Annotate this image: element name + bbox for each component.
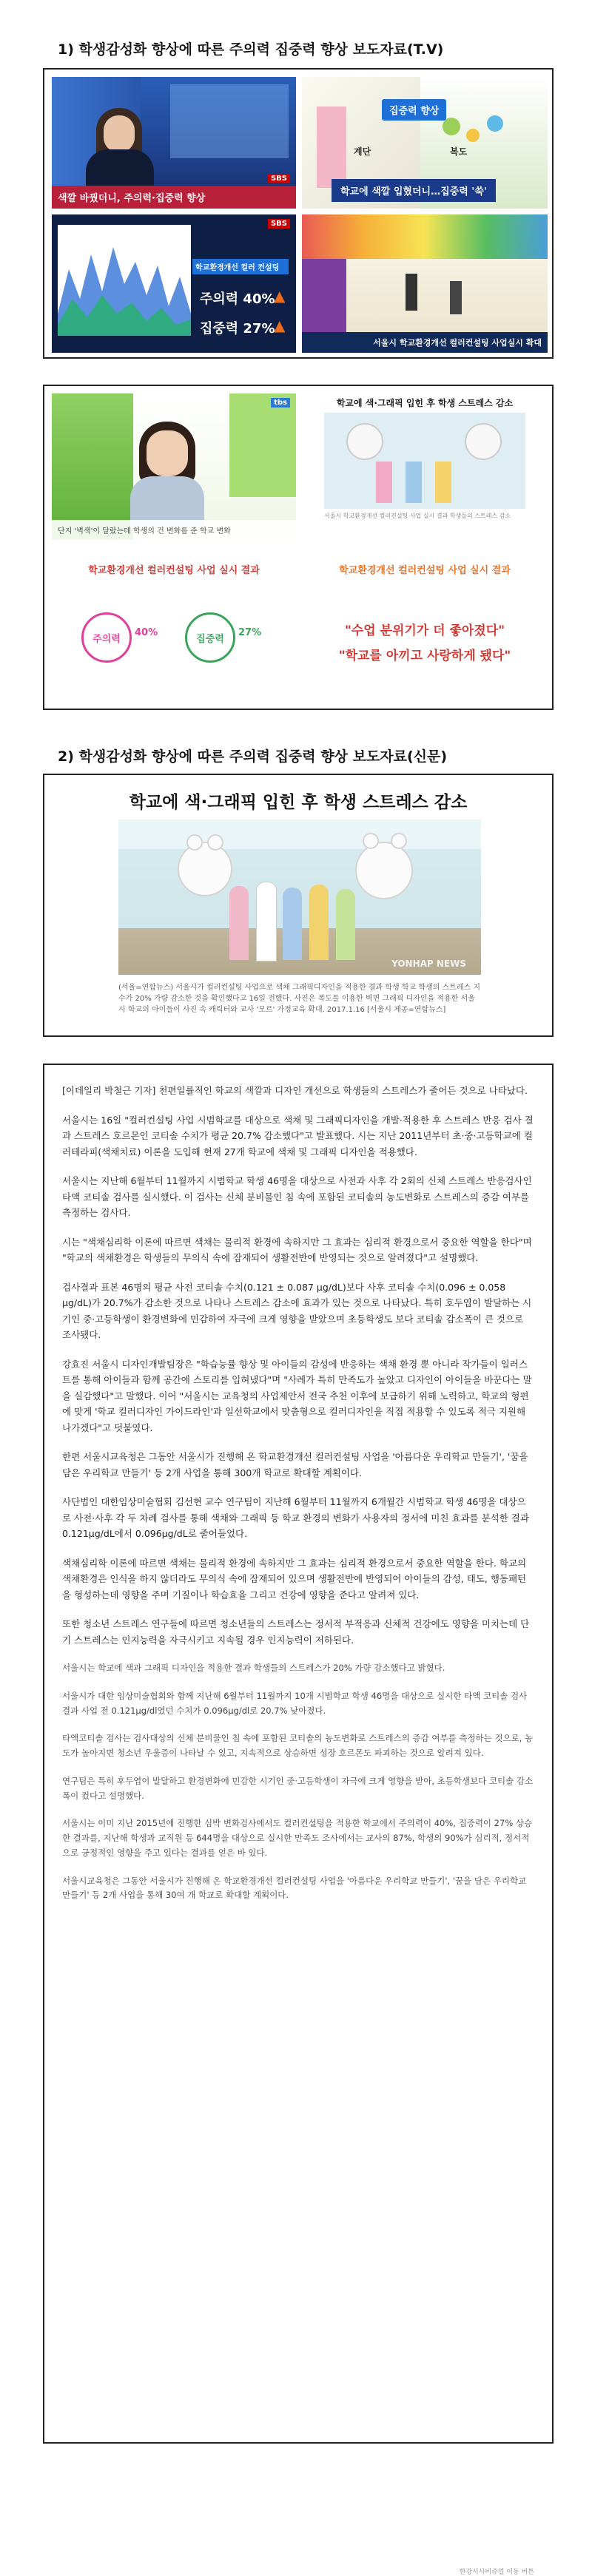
article-paragraph: 한편 서울시교육청은 그동안 서울시가 진행해 온 학교환경개선 컬러컨설팅 사업을 '아름다운 우리학교 만들기', '꿈을 담은 우리학교 만들기' 등 2개 사업을 통해 300개 학교로 확대할 계획이다. [62, 1451, 528, 1478]
stairs-caption: 서울시 학교환경개선 컬러컨설팅 사업실시 확대 [302, 332, 548, 353]
article-mini-headline: 학교에 색·그래픽 입힌 후 학생 스트레스 감소 [336, 398, 514, 408]
article-paragraph: 시는 "색채심리학 이론에 따르면 색채는 물리적 환경에 속하지만 그 효과는 심리적 환경으로서 중요한 역할을 한다"며 "학교의 색채환경은 학생들의 무의식 속에 잠재되어 생활전반에 반영되는 것으로 알려졌다"고 설명했다. [62, 1236, 532, 1263]
quote-class-atmosphere: "수업 분위기가 더 좋아졌다" [344, 623, 505, 638]
news-photo-caption: (서울=연합뉴스) 서울시가 컬러컨설팅 사업으로 색채 그래픽디자인을 적용한 결과 학생 학교 학생의 스트레스 지수가 20% 가량 감소한 것을 확인했다고 16일 전했다. 사진은 복도를 이용한 벽면 그래픽 디자인을 적용한 서울시 학교의 아이들이 사진 속 캐릭터와 교사 '모르' 가정교육 확대. 2017.1.16 [서울시 제공=연합뉴스] [118, 984, 481, 1014]
article-mini-text: 서울시 학교환경개선 컬러컨설팅 사업 실시 결과 학생들의 스트레스 감소 [324, 513, 511, 519]
article-paragraph: 검사결과 표본 46명의 평균 사전 코티솔 수치(0.121 ± 0.087 μg/dL)보다 사후 코티솔 수치(0.096 ± 0.058 μg/dL)가 20.7%가 감소한 것으로 나타나 스트레스 감소에 효과가 있는 것으로 나타났다. 특히 호두엽이 발달하는 시기인 중·고등학생이 환경변화에 민감하여 자극에 크게 영향을 받았으며 초등학생도 보다 코티솔 감소폭이 큰 것으로 조사됐다. [62, 1281, 532, 1340]
concentration-pct: 27% [238, 627, 262, 638]
tv-panel-chart [52, 214, 296, 353]
floor-label-stairs: 계단 [354, 146, 371, 157]
quote-love-school: "학교를 아끼고 사랑하게 됐다" [338, 649, 511, 663]
article-frame [43, 1064, 554, 2576]
stat-attention: 주의력 40% [200, 291, 275, 307]
anchor-caption: 색깔 바꿨더니, 주의력·집중력 향상 [52, 186, 296, 209]
attention-circle [81, 612, 132, 663]
article-paragraph: 서울시는 이미 지난 2015년에 진행한 심박 변화검사에서도 컬러컨설팅을 적용한 학교에서 주의력이 40%, 집중력이 27% 상승한 결과를, 지난해 학생과 교직원 등 644명을 대상으로 실시한 만족도 조사에서는 교사의 87%, 학생의 90%가 심리적, 정서적으로 긍정적인 영향을 주고 있다는 결과를 얻은 바 있다. [62, 1818, 533, 1858]
news-photo [118, 819, 481, 975]
focus-improve-pill: 집중력 향상 [382, 99, 446, 121]
hallway-headline: 학교에 색깔 입혔더니…집중력 '쑥' [332, 179, 496, 202]
tbs-panel-interview [52, 393, 296, 540]
concentration-circle-label: 집중력 [196, 633, 224, 645]
tv-panel-hallway [302, 77, 548, 209]
tv-panel-anchor [52, 77, 296, 209]
tbs-logo: tbs [271, 398, 290, 408]
article-paragraph: 타액코티솔 검사는 검사대상의 신체 분비물인 침 속에 포함된 코티솔의 농도변화로 스트레스의 증감 여부를 측정하는 것으로, 농도가 높아지면 청소년 우울증이 나타날 수 있고, 지속적으로 상승하면 성장 호르몬도 파괴하는 것으로 알려져 있다. [62, 1733, 534, 1759]
news-headline: 학교에 색·그래픽 입힌 후 학생 스트레스 감소 [129, 793, 468, 812]
article-paragraph: 연구팀은 특히 후두엽이 발달하고 환경변화에 민감한 시기인 중·고등학생이 자극에 크게 영향을 받아, 초등학생보다 코티솔 감소 폭이 컸다고 설명했다. [62, 1775, 534, 1801]
floor-label-hallway: 복도 [450, 146, 468, 157]
tv-capture-frame-2 [43, 385, 554, 710]
color-consulting-badge: 학교환경개선 컬러 컨설팅 [192, 259, 289, 274]
sbs-logo: SBS [268, 174, 290, 183]
article-paragraph: 서울시교육청은 그동안 서울시가 진행해 온 학교환경개선 컬러컨설팅 사업을 '아름다운 우리학교 만들기', '꿈을 담은 우리학교 만들기' 등 2개 사업을 통해 30여 개 학교로 확대할 계획이다. [62, 1875, 527, 1901]
article-paragraph: [이데일리 박철근 기자] 천편일률적인 학교의 색깔과 디자인 개선으로 학생들의 스트레스가 줄어든 것으로 나타났다. [62, 1085, 528, 1096]
section-title-newspaper: 2) 학생감성화 향상에 따른 주의력 집중력 향상 보도자료(신문) [58, 748, 448, 765]
article-paragraph: 색채심리학 이론에 따르면 색채는 물리적 환경에 속하지만 그 효과는 심리적 환경으로서 중요한 역할을 한다. 학교의 색채환경은 인식을 하지 않더라도 무의식 속에 잠재되어 있으며 생활전반에 반영되어 아이들의 감성, 태도, 행동패턴을 형성하는데 영향을 주며 기질이나 학습효율 그리고 건강에 영향을 준다고 알려져 있다. [62, 1557, 527, 1600]
concentration-circle [185, 612, 235, 663]
article-paragraph: 사단법인 대한임상미술협회 김선현 교수 연구팀이 지난해 6월부터 11월까지 6개월간 시범학교 학생 46명을 대상으로 사전·사후 각 두 차례 검사를 통해 색채와 그래픽 등 학교 환경의 변화가 사용자의 정서에 미친 효과를 분석한 결과 0.121μg/dL에서 0.096μg/dL로 줄어들었다. [62, 1496, 529, 1539]
interview-caption: 단지 '벽색'이 달랐는데 학생의 건 변화를 준 학교 변화 [52, 520, 296, 540]
attention-pct: 40% [135, 627, 158, 638]
tv-panel-stairs [302, 214, 548, 353]
article-paragraph: 서울시가 대한 임상미술협회와 함께 지난해 6월부터 11월까지 10개 시범학교 학생 46명을 대상으로 실시한 타액 코티솔 검사 결과 사업 전 0.121μg/dl였던 수치가 0.096μg/dl로 20.7% 낮아졌다. [62, 1690, 528, 1716]
tbs-panel-quotes [302, 546, 548, 704]
tv-capture-frame-1 [43, 68, 554, 359]
small-photo-caption: 한강시사비쥬얼 이동 버튼 [459, 2569, 534, 2576]
up-arrow-icon: ▲ [274, 287, 286, 305]
article-paragraph: 또한 청소년 스트레스 연구들에 따르면 청소년들의 스트레스는 정서적 부적응과 신체적 건강에도 영향을 미치는데 단기 스트레스는 인지능력을 자극시키고 지속될 경우 인지능력이 저하된다. [62, 1618, 530, 1646]
heart-rate-graph [58, 225, 191, 336]
article-paragraph: 서울시는 지난해 6월부터 11월까지 시범학교 학생 46명을 대상으로 사전과 사후 각 2회의 신체 스트레스 반응검사인 타액 코티솔 검사를 실시했다. 이 검사는 신체 분비물인 침 속에 포함된 코티솔의 농도변화로 스트레스의 증감 여부를 측정하는 검사다. [62, 1175, 532, 1218]
article-paragraph: 강효진 서울시 디자인개발팀장은 "학습능률 향상 및 아이들의 감성에 반응하는 색채 환경 뿐 아니라 작가들이 일러스트를 통해 아이들과 함께 공간에 스토리를 입혀냈다"며 "사례가 특히 만족도가 높았고 디자인이 아이들을 바꾼다는 말을 실감했다"고 말했다. 이어 "서울시는 교육청의 사업제안서 전국 추천 이후에 보급하기 위해 노력하고, 학교의 형편에 맞게 '학교 컬러디자인 가이드라인'과 일선학교에서 맞춤형으로 컬러디자인을 직접 적용할 수 있도록 적극 지원해 나가겠다"고 덧붙였다. [62, 1358, 532, 1433]
article-paragraph: 서울시는 16일 "컬러컨설팅 사업 시범학교를 대상으로 색채 및 그래픽디자인을 개발·적용한 후 스트레스 반응 검사 결과 스트레스 호르몬인 코티솔 수치가 평균 20.7% 감소했다"고 발표했다. 시는 지난 2011년부터 초·중·고등학교에 컬러테라피(색채치료) 이론을 도입해 현재 27개 학교에 색채 및 그래픽 디자인을 적용했다. [62, 1114, 534, 1157]
attention-circle-label: 주의력 [92, 633, 121, 645]
article-paragraph: 서울시는 학교에 색과 그래픽 디자인을 적용한 결과 학생들의 스트레스가 20% 가량 감소했다고 밝혔다. [62, 1663, 445, 1673]
sbs-logo-2: SBS [268, 219, 290, 229]
section-title-tv: 1) 학생감성화 향상에 따른 주의력 집중력 향상 보도자료(T.V) [58, 41, 444, 58]
yonhap-watermark: YONHAP NEWS [391, 959, 466, 969]
tbs-panel-article [302, 393, 548, 540]
stats-panel-title: 학교환경개선 컬러컨설팅 사업 실시 결과 [88, 565, 260, 576]
tbs-panel-stats [52, 546, 296, 704]
stat-concentration: 집중력 27% [200, 321, 275, 337]
newspaper-photo-frame [43, 774, 554, 1037]
up-arrow-icon: ▲ [274, 317, 286, 334]
quotes-panel-title: 학교환경개선 컬러컨설팅 사업 실시 결과 [339, 565, 511, 576]
